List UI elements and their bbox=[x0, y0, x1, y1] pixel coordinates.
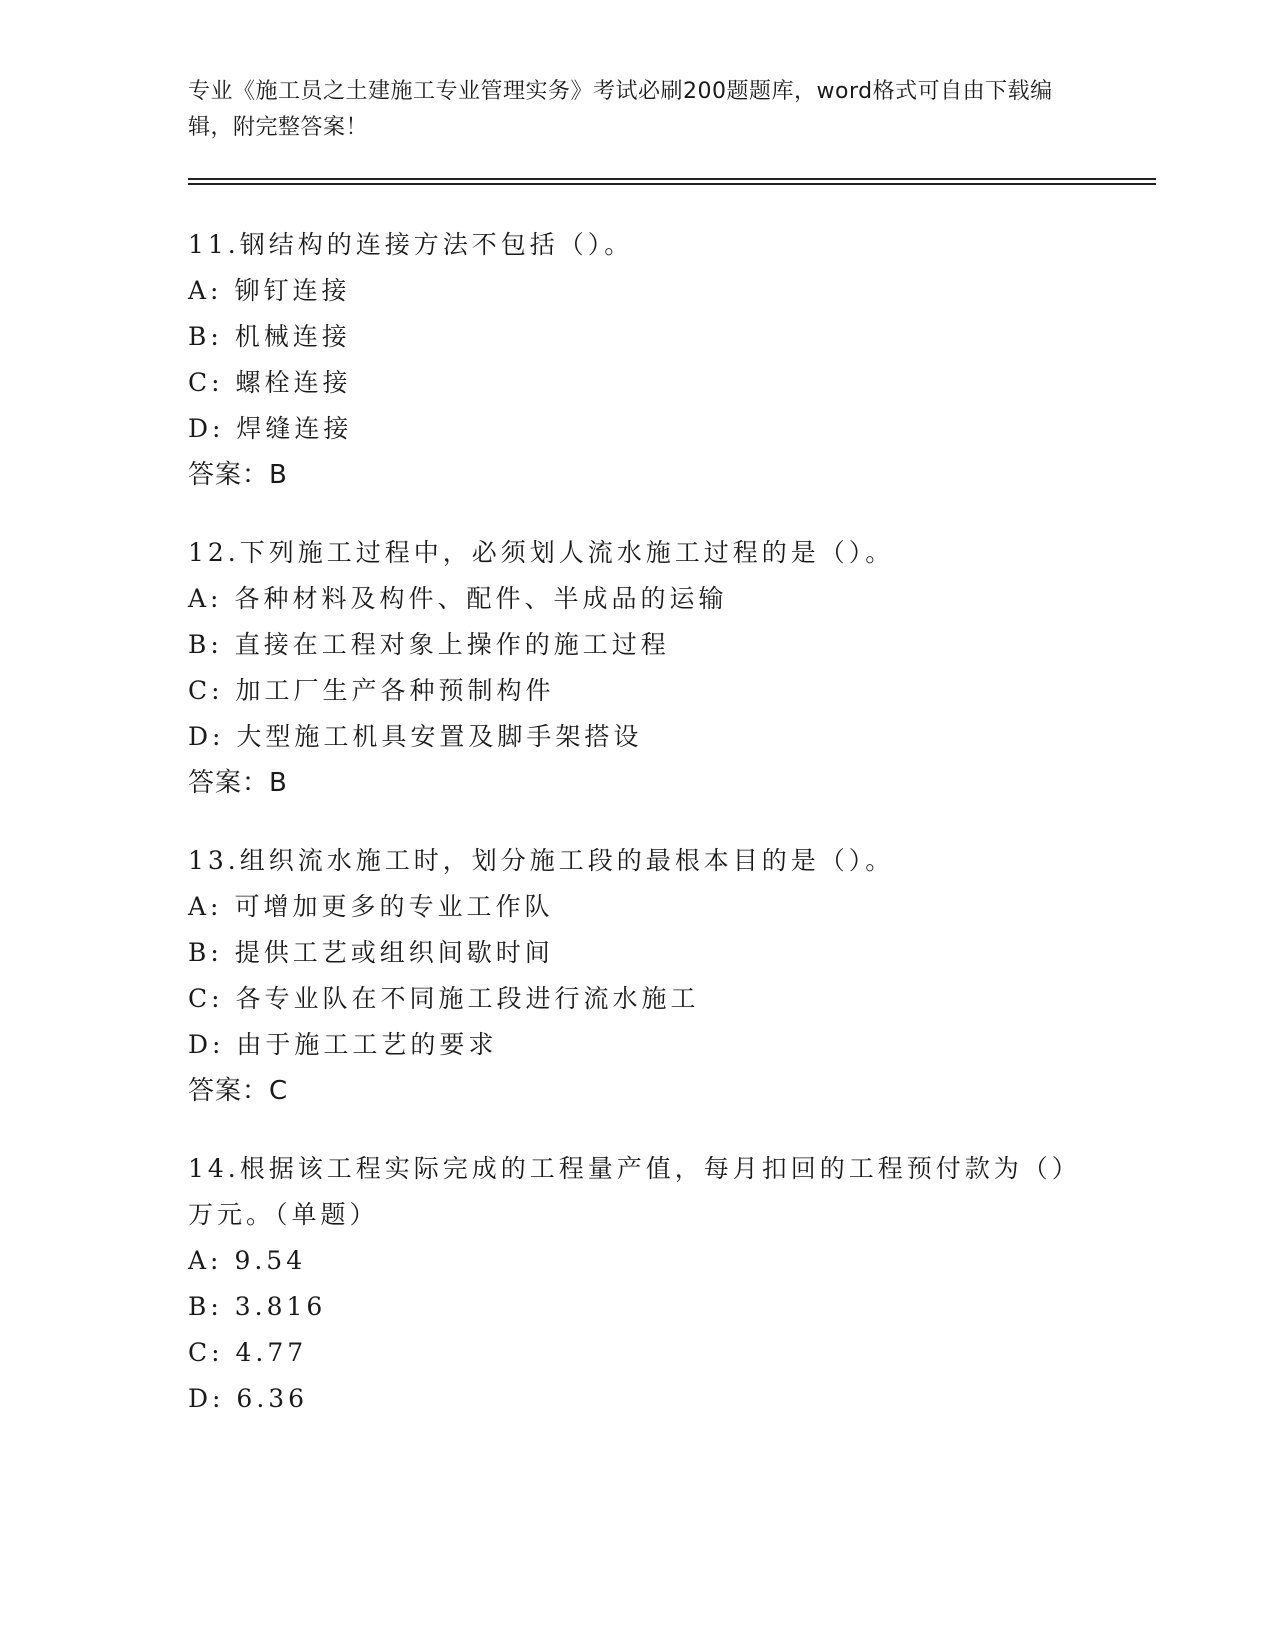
option-text: 9.54 bbox=[234, 1246, 307, 1275]
answer: 答案：B bbox=[188, 460, 288, 490]
option-d bbox=[188, 1376, 1088, 1422]
option-key: A: bbox=[188, 892, 223, 921]
option-c bbox=[188, 360, 1088, 406]
option-key: C: bbox=[188, 984, 224, 1013]
option-key: D: bbox=[188, 1030, 225, 1059]
option-key: A: bbox=[188, 584, 223, 613]
option-b bbox=[188, 622, 1088, 668]
option-text: 焊缝连接 bbox=[236, 414, 353, 443]
option-key: D: bbox=[188, 1384, 225, 1413]
option-key: C: bbox=[188, 368, 224, 397]
option-key: D: bbox=[188, 414, 225, 443]
option-c bbox=[188, 976, 1088, 1022]
answer: 答案：B bbox=[188, 768, 288, 798]
option-text: 各专业队在不同施工段进行流水施工 bbox=[235, 984, 700, 1013]
option-key: A: bbox=[188, 276, 223, 305]
option-text: 4.77 bbox=[235, 1338, 308, 1367]
question-stem-line-1: 14.根据该工程实际完成的工程量产值，每月扣回的工程预付款为（） bbox=[188, 1154, 1081, 1183]
option-key: C: bbox=[188, 676, 224, 705]
option-b bbox=[188, 314, 1088, 360]
header-note: 专业《施工员之土建施工专业管理实务》考试必刷200题题库，word格式可自由下载编辑，附完整答案！ bbox=[188, 79, 1053, 140]
option-key: B: bbox=[188, 322, 223, 351]
question-stem: 13.组织流水施工时，划分施工段的最根本目的是（）。 bbox=[188, 846, 895, 875]
option-key: B: bbox=[188, 630, 223, 659]
option-a bbox=[188, 1238, 1088, 1284]
option-text: 铆钉连接 bbox=[234, 276, 351, 305]
option-d bbox=[188, 714, 1088, 760]
question-stem: 12.下列施工过程中，必须划人流水施工过程的是（）。 bbox=[188, 538, 895, 567]
question-14 bbox=[188, 1146, 1088, 1422]
option-text: 各种材料及构件、配件、半成品的运输 bbox=[234, 584, 728, 613]
option-a bbox=[188, 884, 1088, 930]
option-key: A: bbox=[188, 1246, 223, 1275]
question-12 bbox=[188, 530, 1088, 806]
option-key: C: bbox=[188, 1338, 224, 1367]
question-stem: 11.钢结构的连接方法不包括（）。 bbox=[188, 230, 634, 259]
option-text: 提供工艺或组织间歇时间 bbox=[234, 938, 554, 967]
option-a bbox=[188, 268, 1088, 314]
question-stem-line-2: 万元。（单题） bbox=[188, 1200, 379, 1229]
option-b bbox=[188, 930, 1088, 976]
option-text: 螺栓连接 bbox=[235, 368, 352, 397]
question-11 bbox=[188, 222, 1088, 498]
question-13 bbox=[188, 838, 1088, 1114]
option-a bbox=[188, 576, 1088, 622]
option-b bbox=[188, 1284, 1088, 1330]
option-text: 可增加更多的专业工作队 bbox=[234, 892, 554, 921]
option-text: 机械连接 bbox=[234, 322, 351, 351]
option-key: B: bbox=[188, 1292, 223, 1321]
option-text: 3.816 bbox=[234, 1292, 327, 1321]
header-divider-top bbox=[188, 178, 1156, 180]
option-key: D: bbox=[188, 722, 225, 751]
option-text: 直接在工程对象上操作的施工过程 bbox=[234, 630, 670, 659]
option-text: 加工厂生产各种预制构件 bbox=[235, 676, 555, 705]
option-d bbox=[188, 406, 1088, 452]
answer: 答案：C bbox=[188, 1076, 289, 1106]
option-d bbox=[188, 1022, 1088, 1068]
option-text: 大型施工机具安置及脚手架搭设 bbox=[236, 722, 643, 751]
option-text: 由于施工工艺的要求 bbox=[236, 1030, 498, 1059]
option-key: B: bbox=[188, 938, 223, 967]
option-text: 6.36 bbox=[236, 1384, 309, 1413]
option-c bbox=[188, 1330, 1088, 1376]
header-divider-bottom bbox=[188, 183, 1156, 185]
option-c bbox=[188, 668, 1088, 714]
